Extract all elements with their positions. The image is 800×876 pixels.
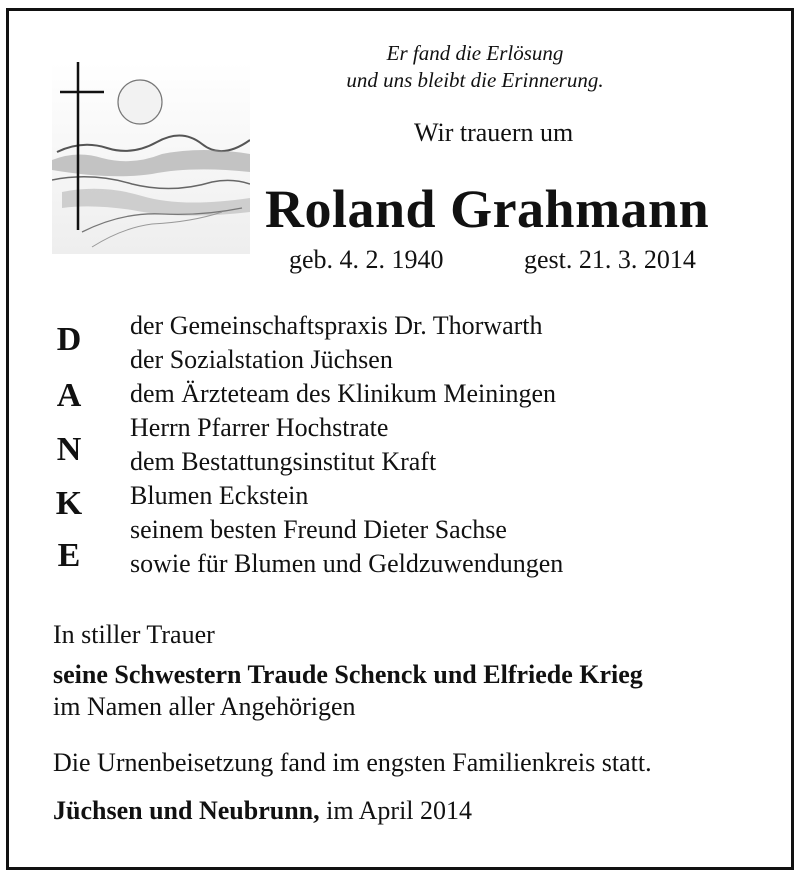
- thanks-line: sowie für Blumen und Geldzuwendungen: [130, 549, 564, 578]
- motto-line-1: Er fand die Erlösung: [386, 41, 564, 65]
- place-date: [53, 796, 472, 826]
- family-names: seine Schwestern Traude Schenck und Elfriede Krieg: [53, 660, 643, 689]
- thanks-line: dem Bestattungsinstitut Kraft: [130, 447, 437, 476]
- motto-line-2: und uns bleibt die Erinnerung.: [346, 68, 604, 92]
- thanks-line: dem Ärzteteam des Klinikum Meiningen: [130, 379, 557, 408]
- danke-letter: N: [56, 431, 82, 468]
- thanks-line: seinem besten Freund Dieter Sachse: [130, 515, 507, 544]
- danke-letter: E: [57, 537, 81, 574]
- danke-letter: K: [55, 485, 83, 522]
- mourning-intro: Wir trauern um: [414, 118, 574, 147]
- birth-date: geb. 4. 2. 1940: [289, 245, 444, 274]
- thanks-line: Blumen Eckstein: [130, 481, 309, 510]
- thanks-line: der Sozialstation Jüchsen: [130, 345, 393, 374]
- sun-icon: [118, 80, 162, 124]
- date: im April 2014: [326, 796, 473, 825]
- place: Jüchsen und Neubrunn,: [53, 796, 320, 825]
- deceased-name: Roland Grahmann: [265, 179, 710, 239]
- cross-landscape-illustration: [52, 62, 250, 254]
- thanks-line: der Gemeinschaftspraxis Dr. Thorwarth: [130, 311, 543, 340]
- thanks-line: Herrn Pfarrer Hochstrate: [130, 413, 389, 442]
- burial-note: Die Urnenbeisetzung fand im engsten Familienkreis statt.: [53, 748, 652, 777]
- death-date: gest. 21. 3. 2014: [524, 245, 696, 274]
- danke-letter: D: [56, 321, 82, 358]
- danke-letter: A: [56, 377, 82, 414]
- mourning-label: In stiller Trauer: [53, 620, 215, 649]
- relatives-line: im Namen aller Angehörigen: [53, 692, 356, 721]
